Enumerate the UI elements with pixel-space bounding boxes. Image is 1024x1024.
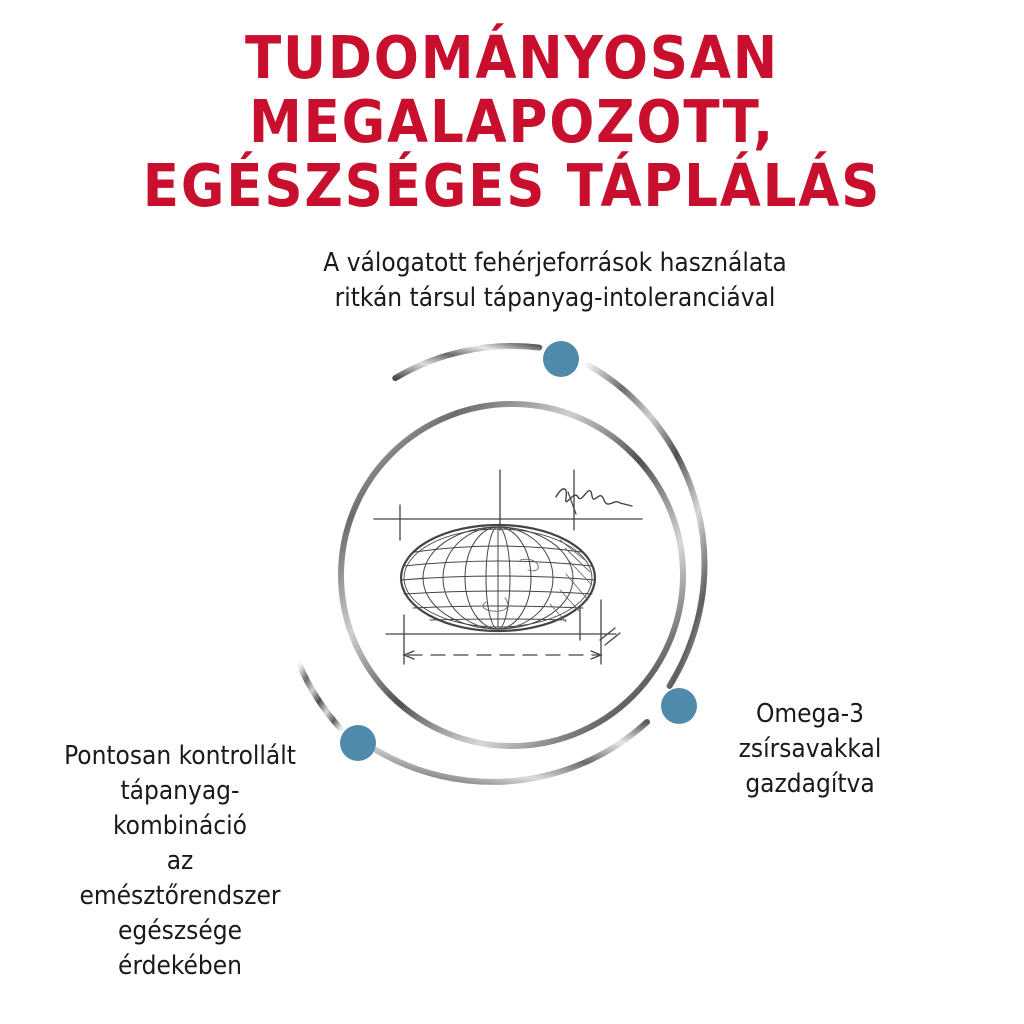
benefit-left-line: emésztőrendszer: [79, 881, 281, 911]
benefit-left-line: érdekében: [118, 951, 242, 981]
benefit-right-line: gazdagítva: [745, 769, 875, 799]
benefit-top-line: A válogatott fehérjeforrások használata: [323, 248, 787, 278]
benefit-left-line: az: [166, 846, 194, 876]
bullet-dot-icon: [340, 725, 376, 761]
outer-ring-arc-left-lower: [300, 666, 340, 728]
outer-ring-arc-right: [588, 365, 704, 686]
benefit-caption-right: [700, 697, 920, 802]
benefit-right-line: zsírsavakkal: [738, 734, 882, 764]
title-line-2: EGÉSZSÉGES TÁPLÁLÁS: [142, 151, 882, 220]
benefit-caption-top: [240, 246, 870, 316]
benefit-left-line: kombináció: [113, 811, 247, 841]
benefit-caption-left: [30, 739, 330, 984]
bullet-dot-icon: [661, 688, 697, 724]
benefit-right-line: Omega-3: [755, 699, 865, 729]
benefit-left-line: egészsége: [118, 916, 242, 946]
inner-ring: [341, 404, 683, 746]
bullet-dot-icon: [543, 341, 579, 377]
benefit-left-line: Pontosan kontrollált: [64, 741, 296, 771]
title-line-1: TUDOMÁNYOSAN MEGALAPOZOTT,: [244, 23, 780, 156]
outer-ring-arc-bottom: [376, 722, 647, 782]
outer-ring-arc-top-left: [395, 346, 539, 378]
benefit-top-line: ritkán társul tápanyag-intoleranciával: [334, 283, 776, 313]
benefit-left-line: tápanyag-: [120, 776, 240, 806]
kibble-sketch-icon: [374, 470, 642, 664]
